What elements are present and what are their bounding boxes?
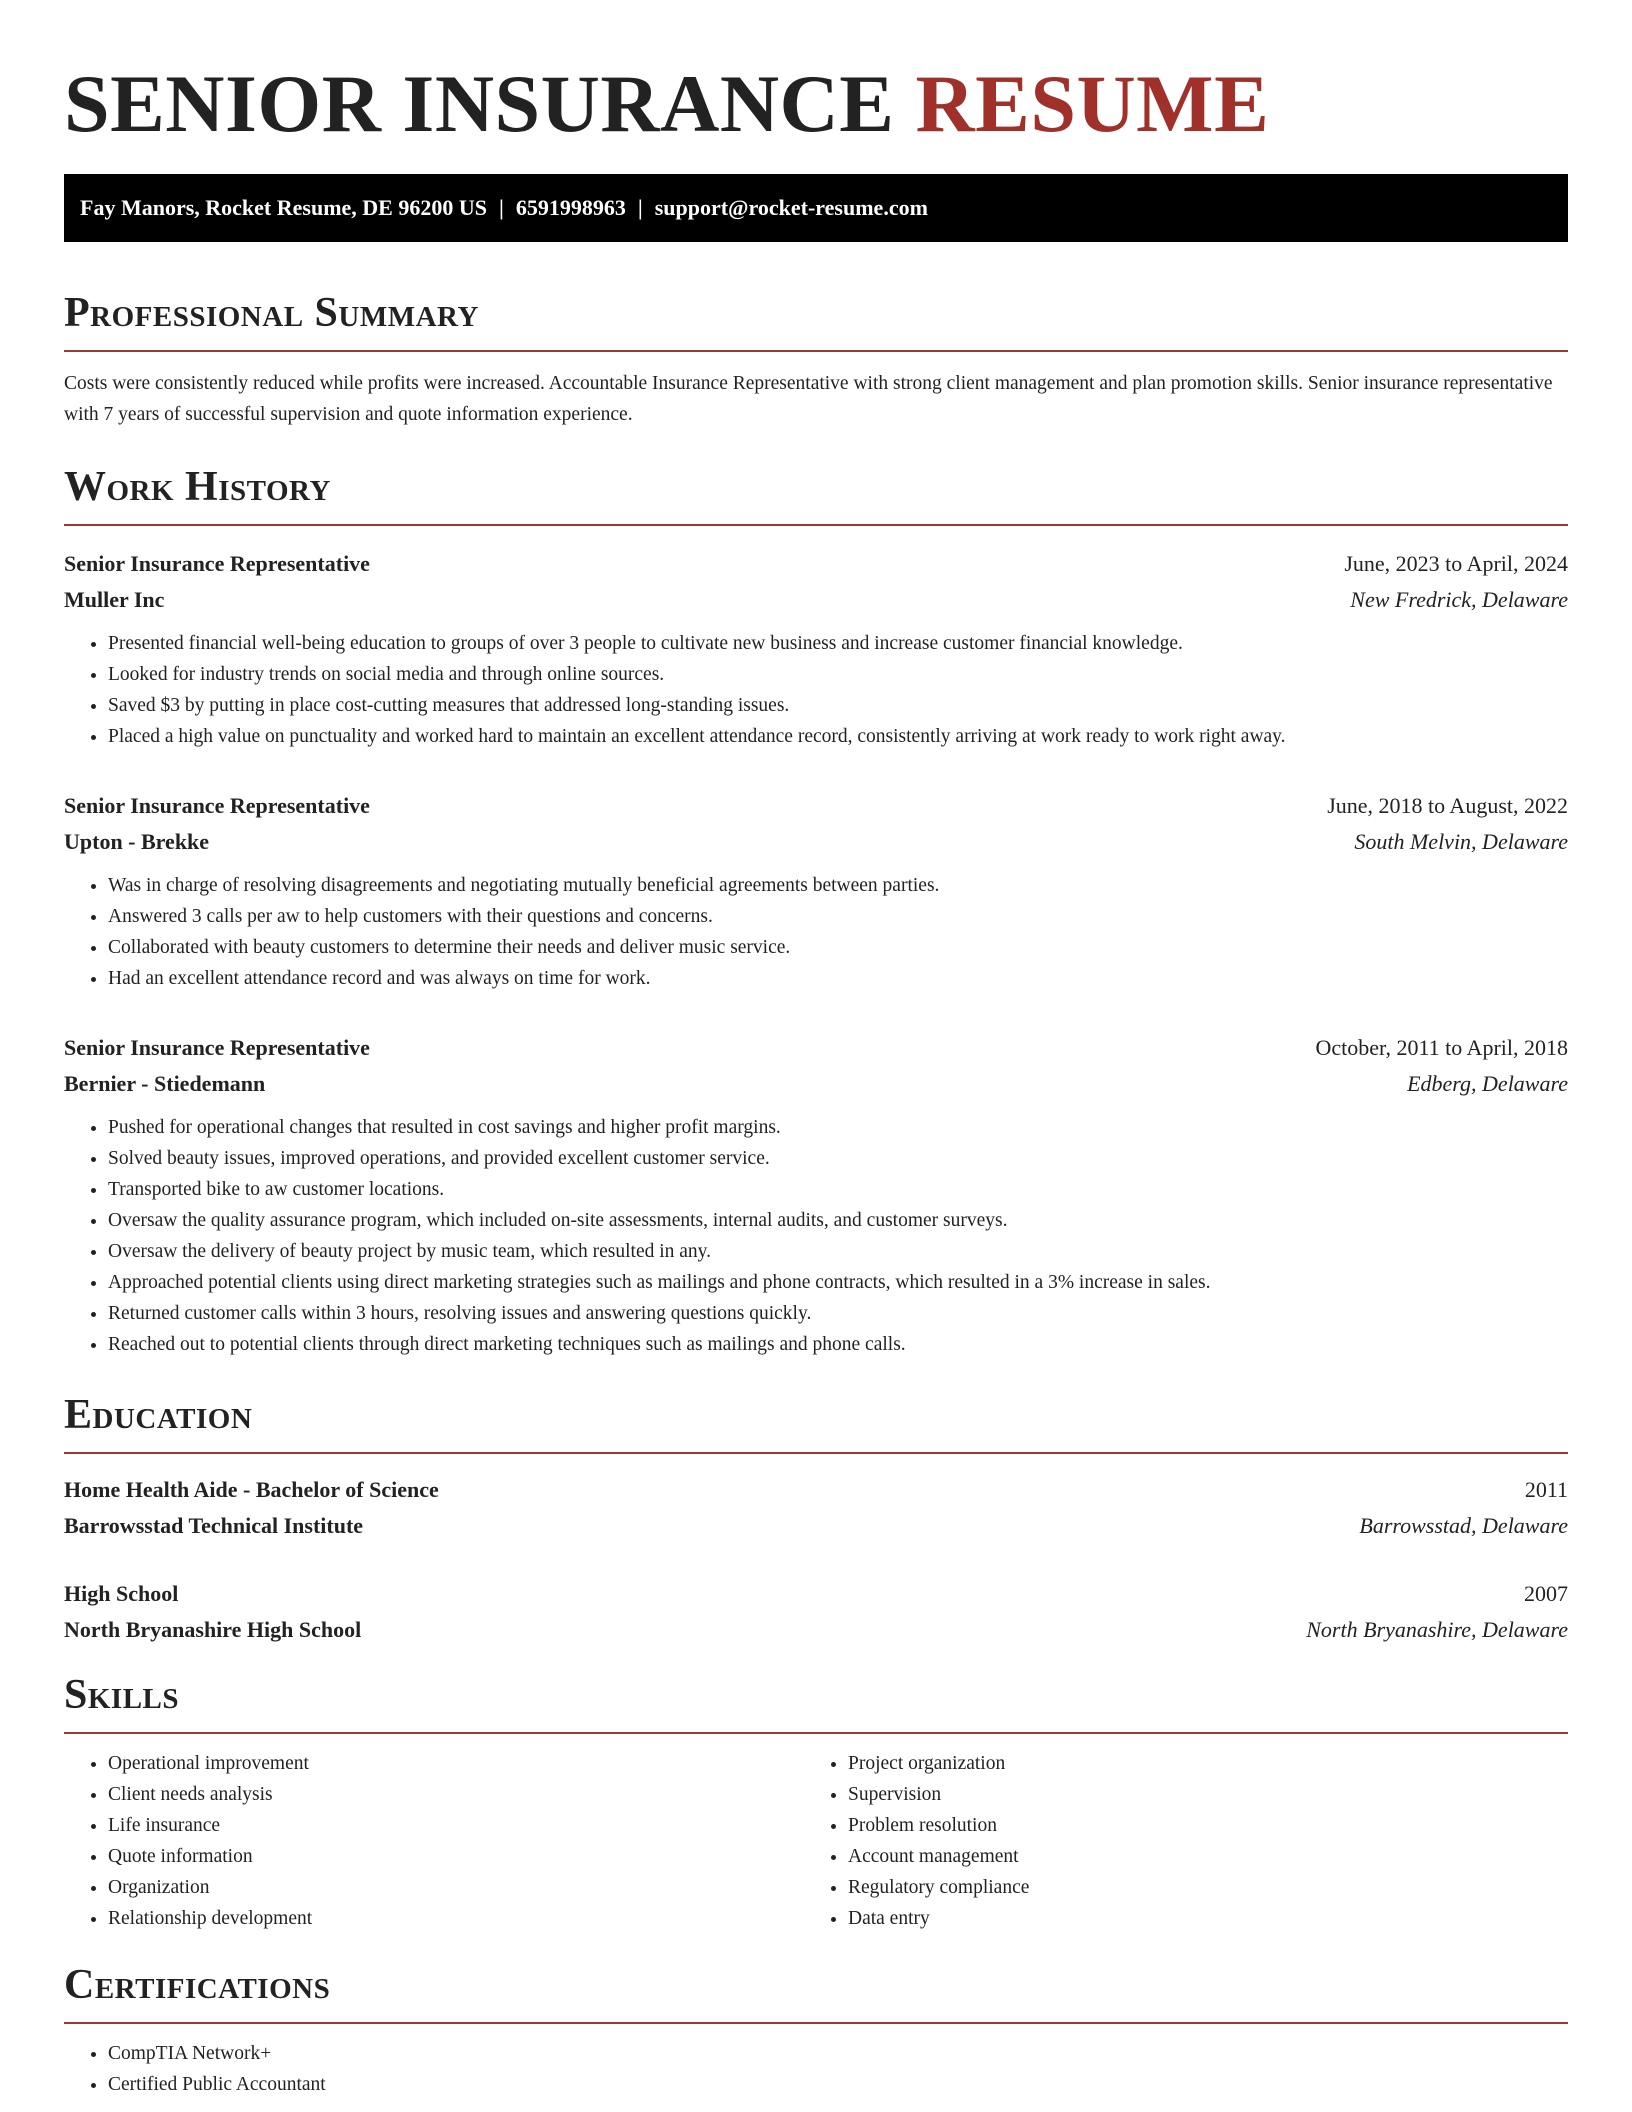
education-degree: High School (64, 1581, 179, 1606)
education-header-row (64, 1472, 1568, 1508)
contact-separator: | (637, 195, 643, 220)
skill-item: • Supervision (848, 1779, 1544, 1810)
certifications-list (64, 2038, 1568, 2100)
education-location: Barrowsstad, Delaware (1359, 1513, 1568, 1538)
education-school: North Bryanashire High School (64, 1617, 362, 1642)
certifications-section (64, 1960, 1568, 2100)
education-school: Barrowsstad Technical Institute (64, 1513, 364, 1538)
skill-item: • Problem resolution (848, 1810, 1544, 1841)
job-location: Edberg, Delaware (1407, 1071, 1568, 1096)
education-degree: Home Health Aide - Bachelor of Science (64, 1477, 439, 1502)
summary-text: Costs were consistently reduced while profits were increased. Accountable Insurance Representative with strong client management and plan promotion skills. Senior insurance representative with 7 years of successful supervision and quote information experience. (64, 373, 1553, 425)
job-bullet: • Presented financial well-being education to groups of over 3 people to cultivate new business and increase customer financial knowledge. (108, 628, 1568, 659)
job-company: Bernier - Stiedemann (64, 1071, 266, 1096)
job-entry (64, 788, 1568, 994)
skill-item: • Organization (108, 1872, 804, 1903)
title-main: SENIOR INSURANCE (64, 58, 895, 149)
summary-heading: Professional Summary (64, 288, 1568, 352)
job-company-row (64, 582, 1568, 618)
job-entry (64, 546, 1568, 752)
education-entry (64, 1576, 1568, 1648)
skill-item: • Project organization (848, 1748, 1544, 1779)
job-bullet: • Reached out to potential clients through direct marketing techniques such as mailings and phone calls. (108, 1329, 1568, 1360)
job-title: Senior Insurance Representative (64, 1035, 370, 1060)
education-list (64, 1472, 1568, 1648)
job-title: Senior Insurance Representative (64, 551, 370, 576)
job-dates: June, 2018 to August, 2022 (1327, 793, 1568, 818)
work-section (64, 462, 1568, 1360)
job-entry (64, 1030, 1568, 1360)
skills-column-2 (804, 1748, 1544, 1934)
job-header-row (64, 788, 1568, 824)
job-bullet: • Collaborated with beauty customers to determine their needs and deliver music service. (108, 932, 1568, 963)
skills-grid (64, 1748, 1568, 1934)
education-location: North Bryanashire, Delaware (1306, 1617, 1568, 1642)
job-location: South Melvin, Delaware (1354, 829, 1568, 854)
certification-item: • CompTIA Network+ (108, 2038, 1568, 2069)
certifications-heading: Certifications (64, 1960, 1568, 2024)
job-bullet: • Looked for industry trends on social media and through online sources. (108, 659, 1568, 690)
skill-item: • Client needs analysis (108, 1779, 804, 1810)
job-bullets (64, 628, 1568, 752)
job-list (64, 546, 1568, 1360)
job-company: Muller Inc (64, 587, 165, 612)
job-bullet: • Placed a high value on punctuality and worked hard to maintain an excellent attendance record, consistently arriving at work ready to work right away. (108, 721, 1568, 752)
skills-section (64, 1670, 1568, 1934)
job-location: New Fredrick, Delaware (1350, 587, 1568, 612)
job-bullet: • Transported bike to aw customer locations. (108, 1174, 1568, 1205)
job-bullet: • Saved $3 by putting in place cost-cutting measures that addressed long-standing issues. (108, 690, 1568, 721)
job-bullet: • Returned customer calls within 3 hours, resolving issues and answering questions quickly. (108, 1298, 1568, 1329)
contact-address: Fay Manors, Rocket Resume, DE 96200 US (80, 195, 487, 220)
job-bullet: • Was in charge of resolving disagreements and negotiating mutually beneficial agreements between parties. (108, 870, 1568, 901)
job-bullet: • Pushed for operational changes that resulted in cost savings and higher profit margins. (108, 1112, 1568, 1143)
job-title: Senior Insurance Representative (64, 793, 370, 818)
job-company-row (64, 824, 1568, 860)
job-bullet: • Answered 3 calls per aw to help customers with their questions and concerns. (108, 901, 1568, 932)
job-bullet: • Oversaw the quality assurance program, which included on-site assessments, internal audits, and customer surveys. (108, 1205, 1568, 1236)
job-company-row (64, 1066, 1568, 1102)
job-bullet: • Oversaw the delivery of beauty project by music team, which resulted in any. (108, 1236, 1568, 1267)
resume-title (64, 58, 1568, 150)
skills-heading: Skills (64, 1670, 1568, 1734)
contact-bar (64, 174, 1568, 242)
skill-item: • Life insurance (108, 1810, 804, 1841)
title-accent: RESUME (915, 58, 1270, 149)
job-bullet: • Had an excellent attendance record and was always on time for work. (108, 963, 1568, 994)
contact-email: support@rocket-resume.com (654, 195, 928, 220)
summary-section (64, 288, 1568, 430)
job-company: Upton - Brekke (64, 829, 210, 854)
education-heading: Education (64, 1390, 1568, 1454)
job-bullet: • Solved beauty issues, improved operations, and provided excellent customer service. (108, 1143, 1568, 1174)
skill-item: • Operational improvement (108, 1748, 804, 1779)
education-year: 2007 (1524, 1581, 1568, 1606)
skill-item: • Account management (848, 1841, 1544, 1872)
education-section (64, 1390, 1568, 1648)
education-entry (64, 1472, 1568, 1544)
job-bullet: • Approached potential clients using direct marketing strategies such as mailings and phone contracts, which resulted in a 3% increase in sales. (108, 1267, 1568, 1298)
resume-page (64, 0, 1568, 2100)
job-header-row (64, 546, 1568, 582)
certification-item: • Certified Public Accountant (108, 2069, 1568, 2100)
job-dates: June, 2023 to April, 2024 (1344, 551, 1568, 576)
job-bullets (64, 870, 1568, 994)
education-school-row (64, 1612, 1568, 1648)
contact-phone: 6591998963 (515, 195, 626, 220)
job-bullets (64, 1112, 1568, 1360)
education-header-row (64, 1576, 1568, 1612)
skills-column-1 (64, 1748, 804, 1934)
skill-item: • Regulatory compliance (848, 1872, 1544, 1903)
job-dates: October, 2011 to April, 2018 (1315, 1035, 1568, 1060)
job-header-row (64, 1030, 1568, 1066)
contact-separator: | (498, 195, 504, 220)
skill-item: • Relationship development (108, 1903, 804, 1934)
education-school-row (64, 1508, 1568, 1544)
education-year: 2011 (1524, 1477, 1568, 1502)
skill-item: • Quote information (108, 1841, 804, 1872)
work-heading: Work History (64, 462, 1568, 526)
skill-item: • Data entry (848, 1903, 1544, 1934)
